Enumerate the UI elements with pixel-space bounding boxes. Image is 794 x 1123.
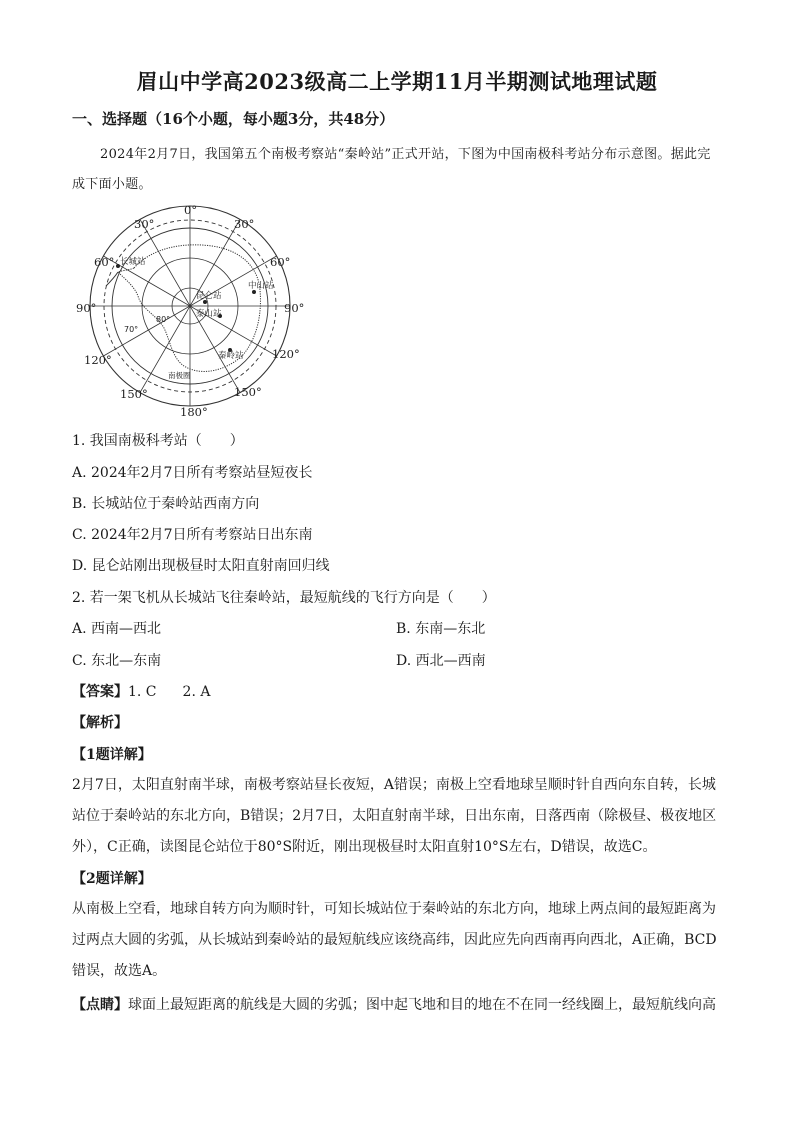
antarctic-station-map <box>72 200 312 422</box>
station-label: 秦岭站 <box>218 351 244 361</box>
lon-label: 60° <box>270 255 291 269</box>
question-2-option-b: B. 东南—东北 <box>396 621 486 637</box>
tip-paragraph <box>72 990 724 1021</box>
station-label: 长城站 <box>120 257 146 267</box>
lon-label: 180° <box>180 405 208 419</box>
question-2-option-a: A. 西南—西北 <box>72 621 162 637</box>
lat-label: 70° <box>124 325 139 334</box>
lat-label: 80° <box>156 315 171 324</box>
station-label: 中山站 <box>248 281 274 291</box>
lon-label: 0° <box>184 203 198 217</box>
q2-detail-label: 【2题详解】 <box>72 871 152 887</box>
station-label: 泰山站 <box>196 309 222 319</box>
lon-label: 90° <box>76 301 97 315</box>
lon-label: 120° <box>272 347 300 361</box>
antarctic-circle-label: 南极圈 <box>168 371 191 380</box>
analysis-label: 【解析】 <box>72 715 128 731</box>
lon-label: 120° <box>84 353 112 367</box>
intro-text: 2024年2月7日，我国第五个南极考察站“秦岭站”正式开站，下图为中国南极科考站分布示意图。据此完成下面小题。 <box>72 147 711 192</box>
lon-label: 90° <box>284 301 305 315</box>
answer-item: 2. A <box>182 684 211 700</box>
lon-label: 60° <box>94 255 115 269</box>
question-1-option-d: D. 昆仑站刚出现极昼时太阳直射南回归线 <box>72 558 330 574</box>
tip-label: 【点睛】 <box>72 997 128 1013</box>
question-1-option-c: C. 2024年2月7日所有考察站日出东南 <box>72 527 313 543</box>
question-2-option-c: C. 东北—东南 <box>72 653 162 669</box>
question-2-stem: 2. 若一架飞机从长城站飞往秦岭站，最短航线的飞行方向是（ ） <box>72 590 496 606</box>
tip-text: 球面上最短距离的航线是大圆的劣弧；图中起飞地和目的地在不在同一经线圈上，最短航线向高 <box>128 997 716 1013</box>
lon-label: 150° <box>234 385 262 399</box>
page-title: 眉山中学高2023级高二上学期11月半期测试地理试题 <box>136 69 658 94</box>
question-1-stem: 1. 我国南极科考站（ ） <box>72 433 244 449</box>
question-1-option-b: B. 长城站位于秦岭站西南方向 <box>72 496 260 512</box>
q1-detail-text: 2月7日，太阳直射南半球，南极考察站昼长夜短，A错误；南极上空看地球呈顺时针自西向东自转，长城站位于秦岭站的东北方向，B错误；2月7日，太阳直射南半球，日出东南，日落西南（除极昼、极夜地区外），C正确，读图昆仑站位于80°S附近，刚出现极昼时太阳直射10°S左右，D错误，故选C。 <box>72 777 717 855</box>
lon-label: 30° <box>234 217 255 231</box>
answer-item: 1. C <box>128 684 157 700</box>
question-1-option-a: A. 2024年2月7日所有考察站昼短夜长 <box>72 465 313 481</box>
lon-label: 150° <box>120 387 148 401</box>
q2-detail-text: 从南极上空看，地球自转方向为顺时针，可知长城站位于秦岭站的东北方向，地球上两点间的最短距离为过两点大圆的劣弧，从长城站到秦岭站的最短航线应该绕高纬，因此应先向西南再向西北，A正确，BCD错误，故选A。 <box>72 901 717 979</box>
section-heading: 一、选择题（16个小题，每小题3分，共48分） <box>72 110 395 128</box>
station-label: 昆仑站 <box>196 291 222 301</box>
answer-line <box>72 681 236 701</box>
lon-label: 30° <box>134 217 155 231</box>
answer-label: 【答案】 <box>72 684 128 700</box>
question-2-option-d: D. 西北—西南 <box>396 653 486 669</box>
q1-detail-label: 【1题详解】 <box>72 747 152 763</box>
